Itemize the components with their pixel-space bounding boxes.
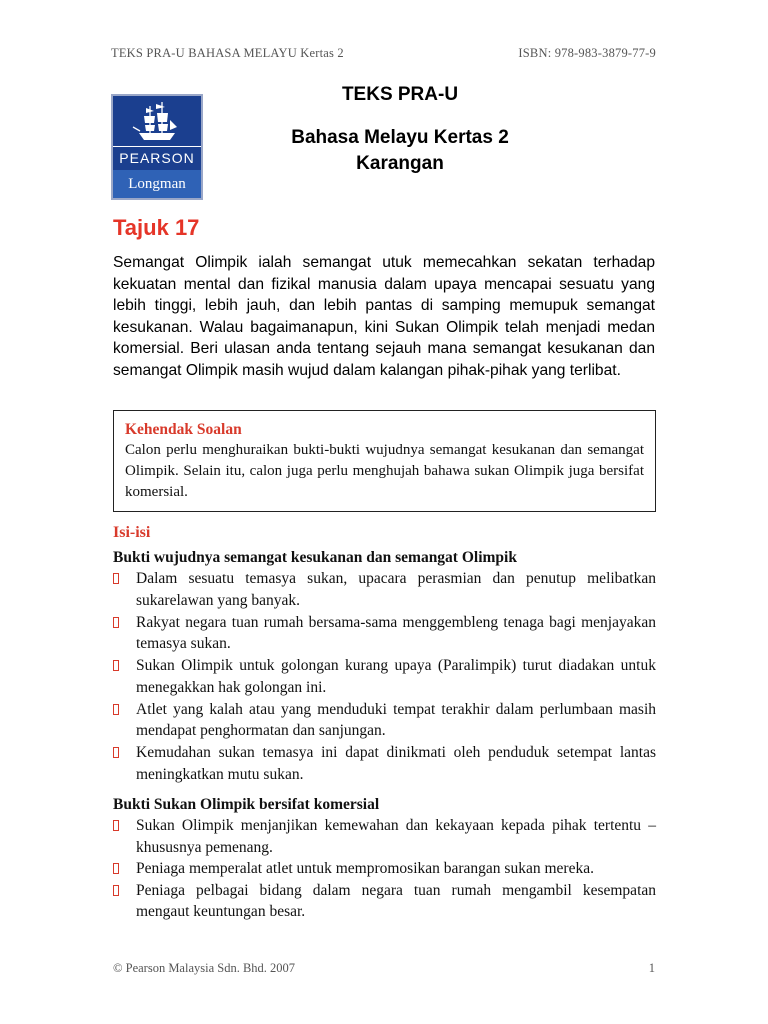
subtitle-type: Karangan [356,153,444,174]
header-isbn: ISBN: 978-983-3879-77-9 [518,46,656,60]
section-title: Bukti wujudnya semangat kesukanan dan semangat Olimpik [113,549,517,566]
book-title: TEKS PRA-U [341,84,459,105]
copyright: © Pearson Malaysia Sdn. Bhd. 2007 [113,961,296,975]
page-footer [113,961,655,976]
topic-heading: Tajuk 17 [113,215,200,240]
bullet-icon [113,863,119,874]
bullet-icon [113,704,119,715]
question-text: Semangat Olimpik ialah semangat utuk memecahkan sekatan terhadap kekuatan mental dan fizikal manusia dalam upaya mencapai sesuatu yang lebih tinggi, lebih jauh, dan lebih pantas di samping memupuk semangat kesukanan. Walau bagaimanapun, kini Sukan Olimpik telah menjadi medan komersial. Beri ulasan anda tentang sejauh mana semangat kesukanan dan semangat Olimpik masih wujud dalam kalangan pihak-pihak yang terlibat. [113,254,655,379]
subtitle-paper: Bahasa Melayu Kertas 2 [291,127,509,148]
pearson-longman-logo [111,94,203,200]
book-subtitle [260,125,540,177]
list-item: Rakyat negara tuan rumah bersama-sama menggembleng tenaga bagi menjayakan temasya sukan. [113,612,656,655]
logo-pearson: PEARSON [113,146,201,170]
requirement-title: Kehendak Soalan [125,421,242,438]
bullet-list [113,568,656,785]
bullet-list [113,815,656,923]
requirement-body: Calon perlu menghuraikan bukti-bukti wujudnya semangat kesukanan dan semangat Olimpik. Selain itu, calon juga perlu menghujah bahawa sukan Olimpik juga bersifat komersial. [125,442,644,500]
section-evidence-spirit [113,547,656,786]
bullet-icon [113,617,119,628]
page-number: 1 [648,961,655,975]
list-item: Peniaga pelbagai bidang dalam negara tuan rumah mengambil kesempatan mengaut keuntungan besar. [113,880,656,923]
running-header [111,46,656,61]
list-item: Peniaga memperalat atlet untuk mempromosikan barangan sukan mereka. [113,858,656,880]
bullet-icon [113,820,119,831]
logo-longman: Longman [113,170,201,198]
bullet-icon [113,660,119,671]
section-title: Bukti Sukan Olimpik bersifat komersial [113,796,380,813]
list-item: Dalam sesuatu temasya sukan, upacara perasmian dan penutup melibatkan sukarelawan yang banyak. [113,568,656,611]
header-title: TEKS PRA-U BAHASA MELAYU Kertas 2 [111,46,344,60]
section-evidence-commercial [113,794,656,923]
points-heading: Isi-isi [113,524,151,541]
ship-icon [113,96,201,146]
list-item: Sukan Olimpik menjanjikan kemewahan dan kekayaan kepada pihak tertentu – khususnya pemenang. [113,815,656,858]
list-item: Kemudahan sukan temasya ini dapat dinikmati oleh penduduk setempat lantas meningkatkan mutu sukan. [113,742,656,785]
bullet-icon [113,885,119,896]
bullet-icon [113,573,119,584]
list-item: Atlet yang kalah atau yang menduduki tempat terakhir dalam perlumbaan masih mendapat penghormatan dan sanjungan. [113,699,656,742]
list-item: Sukan Olimpik untuk golongan kurang upaya (Paralimpik) turut diadakan untuk menegakkan hak golongan ini. [113,655,656,698]
requirement-box [113,410,656,512]
bullet-icon [113,747,119,758]
